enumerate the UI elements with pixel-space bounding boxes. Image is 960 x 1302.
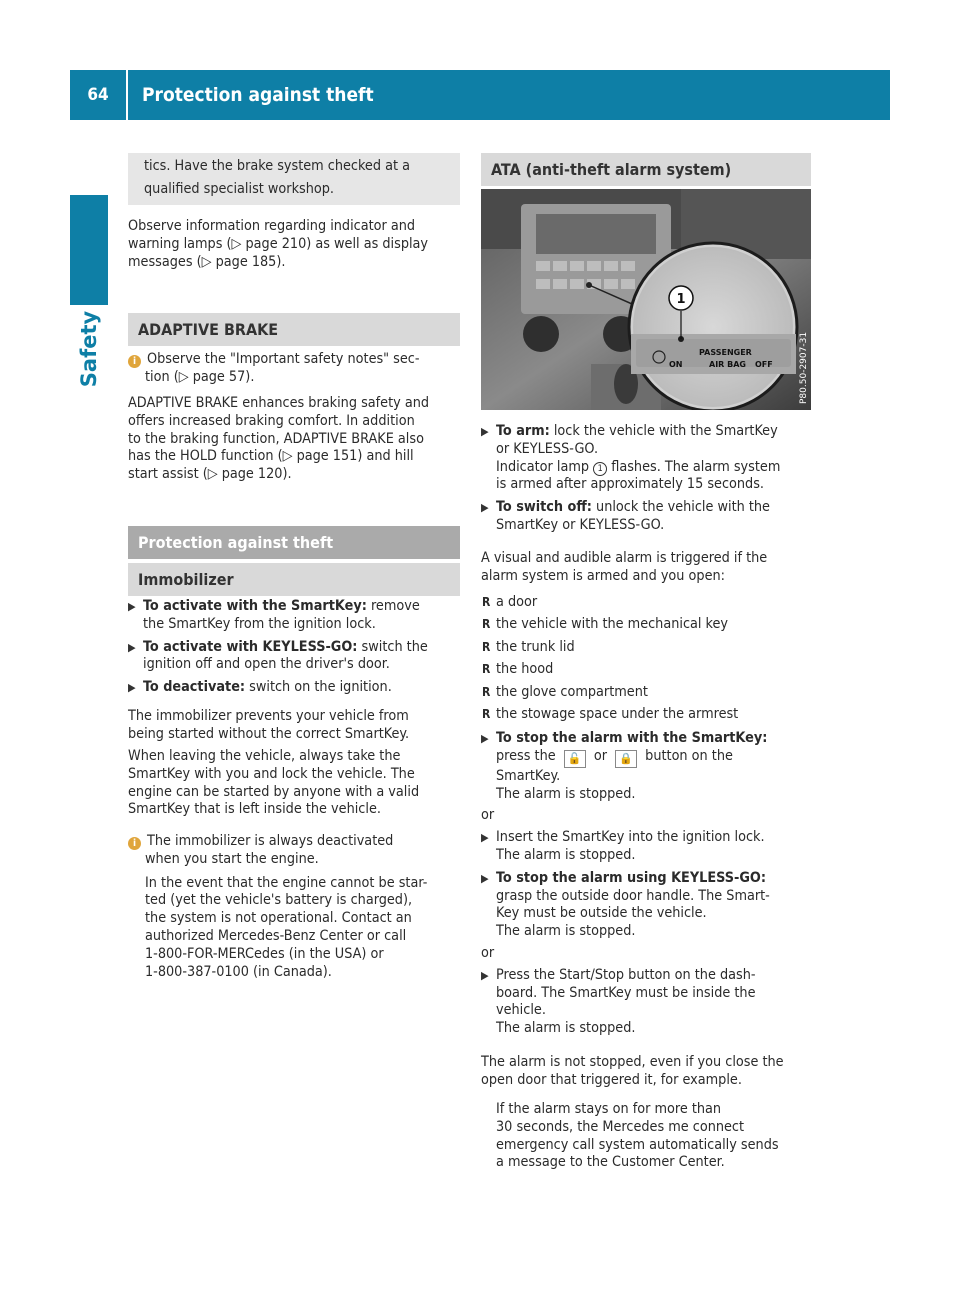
step-text xyxy=(481,459,780,477)
step-text: unlock the vehicle with the xyxy=(591,499,770,516)
step-label: To activate with the SmartKey: xyxy=(143,598,367,614)
fig-on-label: ON xyxy=(669,360,683,369)
list-item: R the trunk lid xyxy=(481,639,738,657)
not-stopped-paragraph xyxy=(481,1054,784,1090)
step-item: ▶ Insert the SmartKey into the ignition lock. xyxy=(481,829,770,847)
ata-figure xyxy=(481,189,811,410)
text-line: In the event that the engine cannot be star- xyxy=(145,874,428,891)
step-text: The alarm is stopped. xyxy=(496,846,636,863)
text-line: messages (▷ page 185). xyxy=(128,253,286,270)
text-line: a message to the Customer Center. xyxy=(496,1154,725,1171)
text-line: or xyxy=(481,807,495,824)
step-item xyxy=(481,870,770,888)
step-item xyxy=(128,679,428,697)
text-line: the system is not operational. Contact an xyxy=(145,910,412,927)
section-tab-label: Safety xyxy=(77,310,101,388)
callout-ref: 1 xyxy=(593,462,607,476)
theft-heading: Protection against theft xyxy=(128,526,460,559)
info-icon: i xyxy=(128,837,141,850)
step-text: or KEYLESS-GO. xyxy=(496,440,599,457)
text-span: button on the xyxy=(641,747,733,764)
text-line: or xyxy=(481,944,495,961)
continued-note-box xyxy=(128,153,460,205)
step-label: To stop the alarm with the SmartKey: xyxy=(496,730,768,746)
adaptive-note xyxy=(128,351,420,387)
text-line: SmartKey with you and lock the vehicle. The xyxy=(128,765,415,782)
text-line: A visual and audible alarm is triggered if the xyxy=(481,550,768,566)
step-text: SmartKey or KEYLESS-GO. xyxy=(496,516,665,533)
text-line: being started without the correct SmartKey. xyxy=(128,725,410,742)
immobilizer-heading: Immobilizer xyxy=(128,563,460,596)
adaptive-brake-heading: ADAPTIVE BRAKE xyxy=(128,313,460,346)
step-item xyxy=(481,499,780,517)
text-line: The alarm is not stopped, even if you close the xyxy=(481,1054,784,1070)
text-line: open door that triggered it, for example. xyxy=(481,1071,742,1088)
text-line: tion (▷ page 57). xyxy=(145,368,255,385)
step-text: is armed after approximately 15 seconds. xyxy=(496,476,764,493)
immobilizer-paragraph-1 xyxy=(128,708,409,744)
step-text: ignition off and open the driver's door. xyxy=(143,656,390,673)
step-label: To deactivate: xyxy=(143,679,246,696)
text-line: If the alarm stays on for more than xyxy=(496,1101,722,1117)
list-item: R the glove compartment xyxy=(481,684,738,702)
step-text: vehicle. xyxy=(496,1002,546,1019)
text-span: or xyxy=(589,747,612,764)
text-line: 1-800-FOR-MERCedes (in the USA) or xyxy=(145,945,384,962)
step-text: board. The SmartKey must be inside the xyxy=(496,984,756,1001)
step-text: The alarm is stopped. xyxy=(496,1020,636,1037)
list-item: R the hood xyxy=(481,661,738,679)
text-line: ted (yet the vehicle's battery is charged), xyxy=(145,892,413,909)
text-line: SmartKey that is left inside the vehicle. xyxy=(128,801,381,818)
text-line: to the braking function, ADAPTIVE BRAKE also xyxy=(128,430,424,447)
text-line: Observe information regarding indicator and xyxy=(128,218,416,234)
immobilizer-steps xyxy=(128,598,428,697)
step-text: SmartKey. xyxy=(496,767,561,784)
fig-airbag-label: AIR BAG xyxy=(709,360,746,369)
text-line: The immobilizer is always deactivated xyxy=(147,833,394,849)
text-line: 1-800-387-0100 (in Canada). xyxy=(145,963,332,980)
text-line: has the HOLD function (▷ page 151) and hill xyxy=(128,448,414,465)
immobilizer-note xyxy=(128,833,427,981)
text-line: The immobilizer prevents your vehicle from xyxy=(128,708,409,724)
arm-steps xyxy=(481,423,780,535)
text-line: offers increased braking comfort. In addition xyxy=(128,412,415,429)
immobilizer-paragraph-2 xyxy=(128,748,419,819)
text-line: engine can be started by anyone with a valid xyxy=(128,783,420,800)
fig-off-label: OFF xyxy=(755,360,773,369)
callout-number: 1 xyxy=(676,292,686,307)
figure-code: P80.50-2907-31 xyxy=(799,331,809,404)
text-line: emergency call system automatically sends xyxy=(496,1136,779,1153)
step-item xyxy=(481,730,770,748)
step-text xyxy=(481,748,770,768)
text-line: ADAPTIVE BRAKE enhances braking safety and xyxy=(128,395,430,411)
text-line: When leaving the vehicle, always take the xyxy=(128,748,401,764)
dashboard-illustration xyxy=(481,189,811,410)
ata-heading: ATA (anti-theft alarm system) xyxy=(481,153,811,186)
text-line: authorized Mercedes-Benz Center or call xyxy=(145,927,407,944)
step-text: grasp the outside door handle. The Smart- xyxy=(496,887,770,904)
text-span: flashes. The alarm system xyxy=(607,458,781,475)
text-line: Observe the "Important safety notes" sec- xyxy=(147,351,420,367)
lock-button-icon: 🔒 xyxy=(615,750,637,768)
text-line: when you start the engine. xyxy=(145,850,319,867)
observe-paragraph xyxy=(128,218,428,271)
step-text: The alarm is stopped. xyxy=(496,923,636,940)
step-label: To switch off: xyxy=(496,499,592,516)
step-label: To stop the alarm using KEYLESS-GO: xyxy=(496,869,766,886)
step-text: The alarm is stopped. xyxy=(496,785,636,802)
header-separator xyxy=(126,70,128,120)
step-item xyxy=(481,423,780,441)
immobilizer-note-detail xyxy=(128,875,427,982)
step-text: switch on the ignition. xyxy=(245,679,392,696)
step-item xyxy=(128,598,428,616)
visual-alarm-paragraph xyxy=(481,550,767,586)
unlock-button-icon: 🔓 xyxy=(564,750,586,768)
step-item xyxy=(128,639,428,657)
text-line: warning lamps (▷ page 210) as well as display xyxy=(128,235,429,252)
text-span: Indicator lamp xyxy=(496,458,594,475)
page-number: 64 xyxy=(87,85,109,105)
step-text: remove xyxy=(366,598,420,614)
list-item: R the vehicle with the mechanical key xyxy=(481,616,738,634)
mercedes-me-note xyxy=(496,1101,779,1172)
step-text: the SmartKey from the ignition lock. xyxy=(143,615,376,632)
box-line: tics. Have the brake system checked at a xyxy=(144,158,410,174)
fig-passenger-label: PASSENGER xyxy=(699,348,752,357)
text-span: press the xyxy=(496,747,560,764)
step-label: To arm: xyxy=(496,423,550,439)
text-line: 30 seconds, the Mercedes me connect xyxy=(496,1118,745,1135)
page-title: Protection against theft xyxy=(142,84,374,106)
text-line: start assist (▷ page 120). xyxy=(128,466,292,483)
step-text: switch the xyxy=(357,638,428,655)
box-line: qualified specialist workshop. xyxy=(144,181,335,197)
trigger-list xyxy=(481,594,738,724)
list-item: R a door xyxy=(481,594,738,612)
step-text: lock the vehicle with the SmartKey xyxy=(549,423,778,439)
section-tab xyxy=(70,310,108,388)
step-label: To activate with KEYLESS-GO: xyxy=(143,638,358,655)
step-text: Key must be outside the vehicle. xyxy=(496,905,707,922)
info-icon: i xyxy=(128,355,141,368)
section-tab-bar xyxy=(70,195,108,305)
stop-alarm-steps xyxy=(481,730,770,1038)
list-item: R the stowage space under the armrest xyxy=(481,706,738,724)
page-header xyxy=(70,70,890,120)
step-item: ▶ Press the Start/Stop button on the dash- xyxy=(481,967,770,985)
text-line: alarm system is armed and you open: xyxy=(481,567,725,584)
adaptive-paragraph xyxy=(128,395,429,484)
